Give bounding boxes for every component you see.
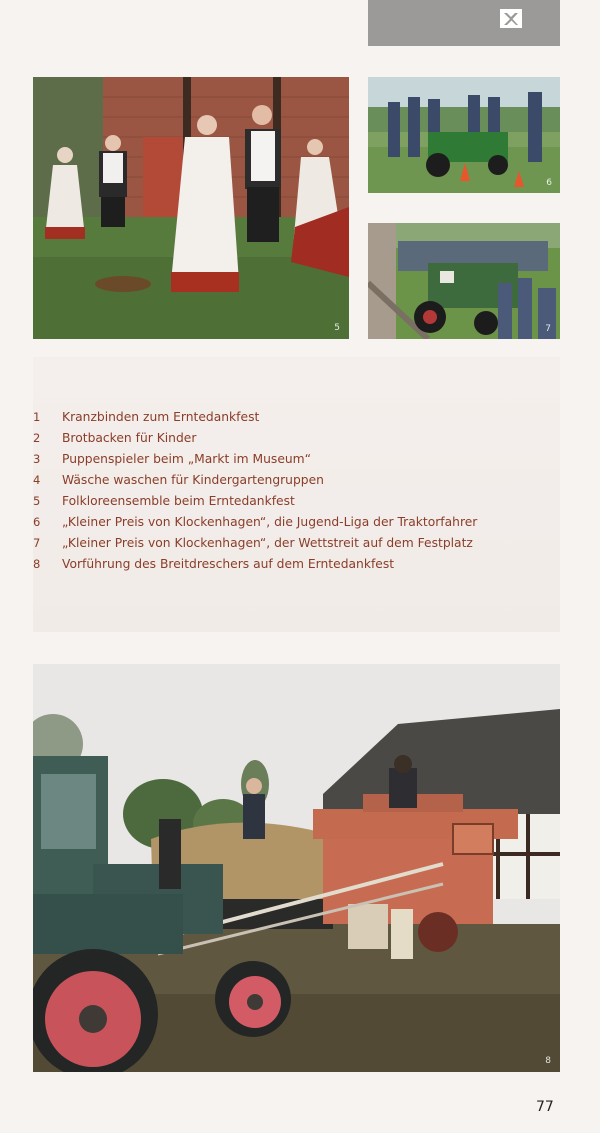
caption-item xyxy=(33,536,477,557)
caption-item xyxy=(33,410,477,431)
caption-number: 8 xyxy=(33,557,41,571)
photo-youth-tractor-league xyxy=(368,77,560,193)
caption-item xyxy=(33,515,477,536)
brand-logo-icon xyxy=(500,9,522,28)
photo-festival-competition xyxy=(368,223,560,339)
caption-text: „Kleiner Preis von Klockenhagen“, der Wettstreit auf dem Festplatz xyxy=(62,536,473,550)
caption-item xyxy=(33,557,477,578)
photo-number: 8 xyxy=(545,1056,551,1066)
caption-item xyxy=(33,452,477,473)
caption-number: 1 xyxy=(33,410,41,424)
caption-number: 6 xyxy=(33,515,41,529)
header-tab xyxy=(368,0,560,46)
caption-text: „Kleiner Preis von Klockenhagen“, die Jugend-Liga der Traktorfahrer xyxy=(62,515,478,529)
photo-number: 6 xyxy=(546,178,552,188)
photo-threshing-demonstration xyxy=(33,664,560,1072)
caption-number: 4 xyxy=(33,473,41,487)
caption-text: Brotbacken für Kinder xyxy=(62,431,197,445)
caption-number: 2 xyxy=(33,431,41,445)
caption-text: Puppenspieler beim „Markt im Museum“ xyxy=(62,452,312,466)
caption-text: Wäsche waschen für Kindergartengruppen xyxy=(62,473,324,487)
photo-number: 7 xyxy=(545,324,551,334)
caption-item xyxy=(33,431,477,452)
caption-number: 5 xyxy=(33,494,41,508)
page-number: 77 xyxy=(536,1099,554,1115)
caption-text: Kranzbinden zum Erntedankfest xyxy=(62,410,260,424)
caption-item xyxy=(33,494,477,515)
caption-text: Folkloreensemble beim Erntedankfest xyxy=(62,494,295,508)
caption-item xyxy=(33,473,477,494)
caption-number: 7 xyxy=(33,536,41,550)
caption-list xyxy=(33,410,477,578)
caption-block xyxy=(33,357,560,632)
photo-number: 5 xyxy=(334,323,340,333)
caption-number: 3 xyxy=(33,452,41,466)
caption-text: Vorführung des Breitdreschers auf dem Erntedankfest xyxy=(62,557,395,571)
photo-folklore-ensemble xyxy=(33,77,349,339)
